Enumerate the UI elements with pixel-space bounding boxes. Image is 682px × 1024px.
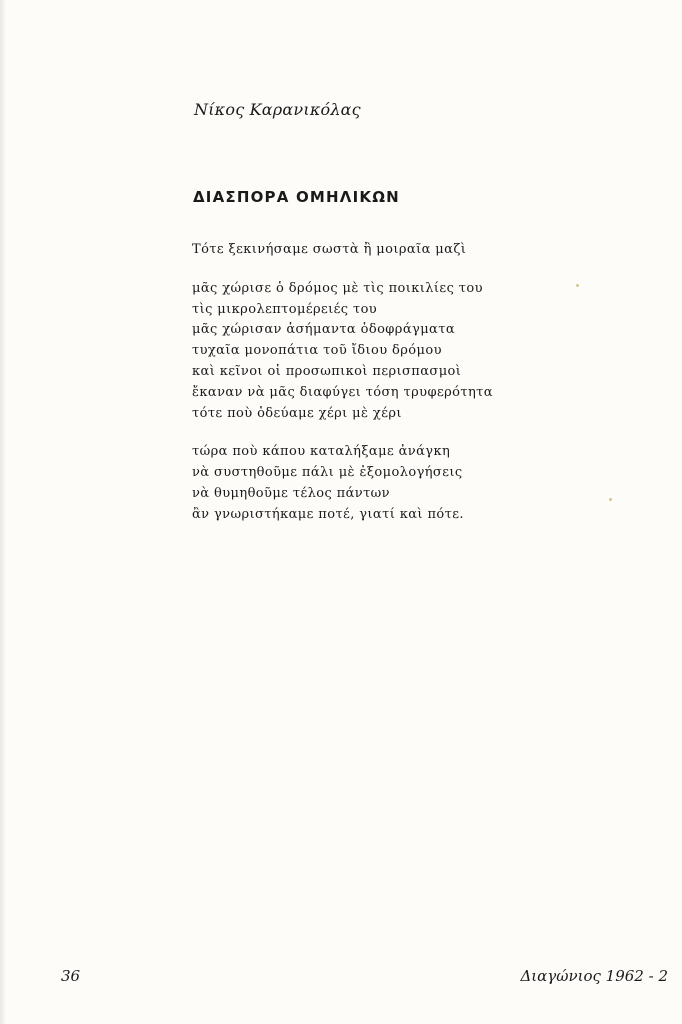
poem-line: ἔκαναν νὰ μᾶς διαφύγει τόση τρυφερότητα [192, 384, 493, 400]
page-edge-shadow [0, 0, 6, 1024]
poem-body [192, 240, 493, 544]
paper-speck [576, 284, 579, 287]
poem-line: μᾶς χώρισαν ἀσήμαντα ὁδοφράγματα [192, 322, 455, 338]
author-name: Νίκος Καρανικόλας [194, 100, 361, 119]
poem-line: τυχαῖα μονοπάτια τοῦ ἴδιου δρόμου [192, 343, 442, 359]
journal-issue: Διαγώνιος 1962 - 2 [520, 967, 668, 985]
stanza-3 [192, 442, 493, 525]
page-number: 36 [61, 967, 81, 985]
paper-speck [609, 498, 612, 501]
poem-line: τώρα ποὺ κάπου καταλήξαμε ἀνάγκη [192, 444, 451, 460]
poem-line: νὰ θυμηθοῦμε τέλος πάντων [192, 485, 390, 501]
poem-line: τότε ποὺ ὁδεύαμε χέρι μὲ χέρι [192, 405, 402, 421]
poem-line: μᾶς χώρισε ὁ δρόμος μὲ τὶς ποικιλίες του [192, 280, 483, 296]
poem-line: ἂν γνωριστήκαμε ποτέ, γιατί καὶ πότε. [192, 506, 464, 522]
stanza-2 [192, 279, 493, 425]
poem-line: νὰ συστηθοῦμε πάλι μὲ ἐξομολογήσεις [192, 465, 463, 481]
poem-line: καὶ κεῖνοι οἱ προσωπικοὶ περισπασμοὶ [192, 363, 462, 379]
poem-title: ΔΙΑΣΠΟΡΑ ΟΜΗΛΙΚΩΝ [193, 188, 400, 206]
poem-line: Τότε ξεκινήσαμε σωστὰ ἢ μοιραῖα μαζὶ [192, 242, 467, 257]
stanza-1 [192, 240, 493, 261]
poem-line: τὶς μικρολεπτομέρειές του [192, 301, 378, 317]
